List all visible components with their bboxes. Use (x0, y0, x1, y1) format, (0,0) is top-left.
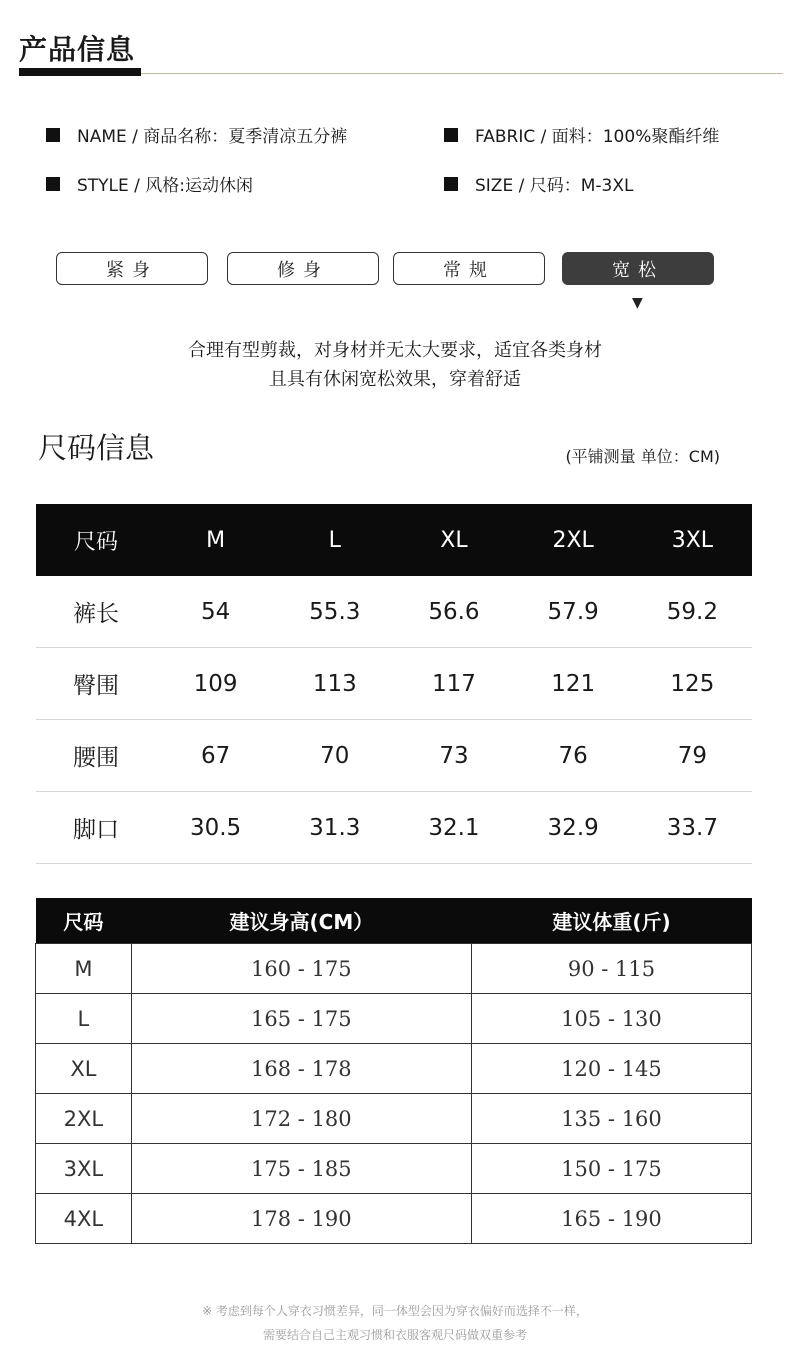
row-label: 腰围 (36, 720, 156, 792)
height-cell: 172 - 180 (131, 1094, 471, 1144)
table-cell: 79 (633, 720, 752, 792)
table-row (36, 648, 752, 720)
size-cell: 2XL (36, 1094, 132, 1144)
fit-description-line-2: 且具有休闲宽松效果，穿着舒适 (269, 369, 521, 390)
table-cell: 73 (394, 720, 513, 792)
recommend-table-header (36, 898, 752, 944)
row-label: 裤长 (36, 576, 156, 648)
table-cell: 117 (394, 648, 513, 720)
table-row (36, 720, 752, 792)
table-row (36, 576, 752, 648)
size-cell: 3XL (36, 1144, 132, 1194)
recommend-header-cell: 建议身高(CM） (131, 898, 471, 944)
table-cell: 57.9 (514, 576, 633, 648)
info-size-text: SIZE / 尺码：M-3XL (475, 176, 634, 196)
row-label: 脚口 (36, 792, 156, 864)
table-cell: 30.5 (156, 792, 275, 864)
fit-option-loose: 宽松 (562, 252, 714, 285)
table-cell: 54 (156, 576, 275, 648)
size-table-header (36, 504, 752, 576)
info-fabric (444, 122, 719, 147)
footnote-line-2: 需要结合自己主观习惯和衣服客观尺码做双重参考 (262, 1328, 527, 1342)
title-underline-bar (19, 68, 141, 76)
info-style (46, 171, 253, 196)
table-cell: 121 (514, 648, 633, 720)
weight-cell: 150 - 175 (471, 1144, 751, 1194)
table-cell: 76 (514, 720, 633, 792)
info-style-text: STYLE / 风格:运动休闲 (77, 176, 254, 196)
table-row (36, 1044, 752, 1094)
table-cell: 109 (156, 648, 275, 720)
table-row (36, 1194, 752, 1244)
table-row (36, 1094, 752, 1144)
weight-cell: 105 - 130 (471, 994, 751, 1044)
row-label: 臀围 (36, 648, 156, 720)
weight-cell: 165 - 190 (471, 1194, 751, 1244)
table-cell: 113 (275, 648, 394, 720)
size-cell: XL (36, 1044, 132, 1094)
footnote-line-1: ※ 考虑到每个人穿衣习惯差异，同一体型会因为穿衣偏好而选择不一样， (202, 1304, 588, 1318)
size-cell: L (36, 994, 132, 1044)
fit-option-tight: 紧身 (56, 252, 208, 285)
recommend-table (35, 898, 752, 1244)
size-cell: M (36, 944, 132, 994)
bullet-square-icon (444, 128, 458, 142)
size-table (36, 504, 752, 864)
info-fabric-text: FABRIC / 面料：100%聚酯纤维 (475, 127, 720, 147)
table-row (36, 944, 752, 994)
size-header-cell: 3XL (633, 504, 752, 576)
height-cell: 168 - 178 (131, 1044, 471, 1094)
size-header-cell: L (275, 504, 394, 576)
height-cell: 160 - 175 (131, 944, 471, 994)
table-cell: 32.1 (394, 792, 513, 864)
table-cell: 125 (633, 648, 752, 720)
fit-option-regular: 常规 (393, 252, 545, 285)
title-divider (141, 73, 783, 74)
weight-cell: 135 - 160 (471, 1094, 751, 1144)
bullet-square-icon (46, 128, 60, 142)
table-cell: 55.3 (275, 576, 394, 648)
fit-description-line-1: 合理有型剪裁，对身材并无太大要求，适宜各类身材 (188, 340, 602, 361)
size-cell: 4XL (36, 1194, 132, 1244)
table-row (36, 792, 752, 864)
size-info-title: 尺码信息 (38, 431, 155, 465)
recommend-header-cell: 尺码 (36, 898, 132, 944)
height-cell: 175 - 185 (131, 1144, 471, 1194)
size-header-cell: M (156, 504, 275, 576)
table-row (36, 1144, 752, 1194)
table-cell: 67 (156, 720, 275, 792)
height-cell: 165 - 175 (131, 994, 471, 1044)
table-cell: 33.7 (633, 792, 752, 864)
bullet-square-icon (46, 177, 60, 191)
weight-cell: 90 - 115 (471, 944, 751, 994)
table-cell: 31.3 (275, 792, 394, 864)
table-cell: 56.6 (394, 576, 513, 648)
info-name-text: NAME / 商品名称：夏季清凉五分裤 (77, 127, 348, 147)
size-header-cell: 2XL (514, 504, 633, 576)
height-cell: 178 - 190 (131, 1194, 471, 1244)
triangle-down-icon: ▼ (632, 295, 643, 311)
recommend-header-cell: 建议体重(斤) (471, 898, 751, 944)
table-cell: 59.2 (633, 576, 752, 648)
page-title: 产品信息 (19, 33, 136, 66)
size-header-cell: 尺码 (36, 504, 156, 576)
info-name (46, 122, 347, 147)
table-cell: 70 (275, 720, 394, 792)
table-cell: 32.9 (514, 792, 633, 864)
fit-option-slim: 修身 (227, 252, 379, 285)
table-row (36, 994, 752, 1044)
info-size (444, 171, 633, 196)
size-header-cell: XL (394, 504, 513, 576)
size-info-note: (平铺测量 单位：CM) (565, 447, 720, 466)
weight-cell: 120 - 145 (471, 1044, 751, 1094)
bullet-square-icon (444, 177, 458, 191)
